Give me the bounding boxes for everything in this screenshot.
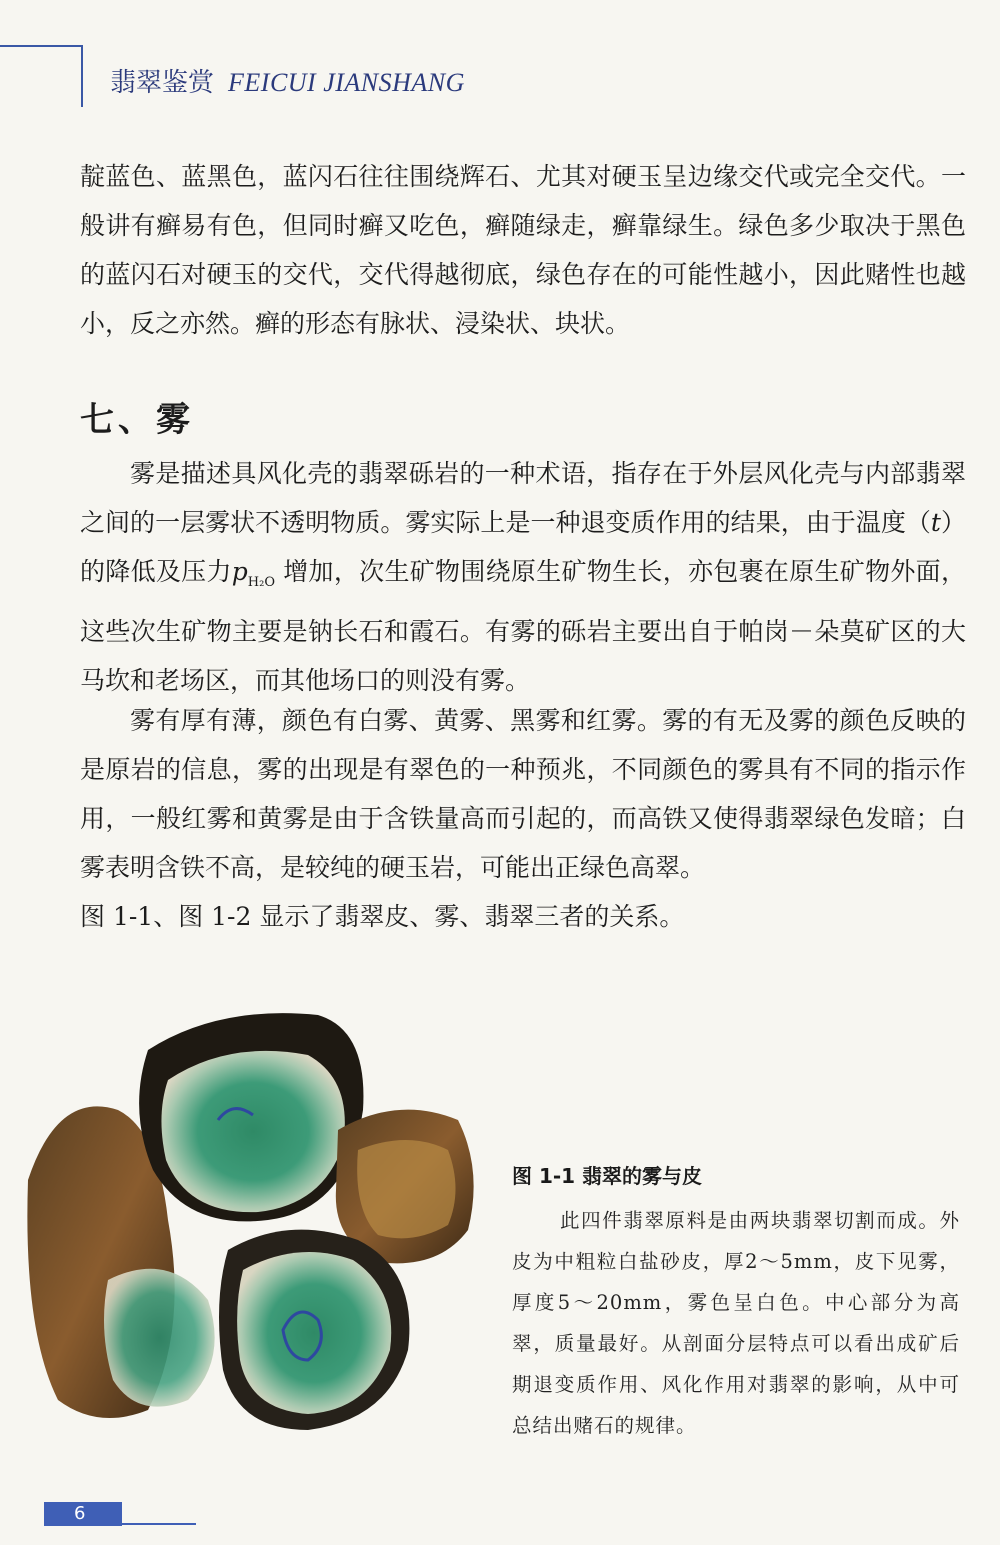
running-head bbox=[110, 62, 465, 99]
paragraph-2-part-c: 增加，次生矿物围绕原生矿物生长，亦包裹在原生矿物外面，这些次生矿物主要是钠长石和霞石。有雾的砾岩主要出自于帕岗－朵莫矿区的大马坎和老场区，而其他场口的则没有雾。 bbox=[80, 557, 966, 695]
paragraph-2-part-b: ）的降低及压力 bbox=[80, 508, 966, 586]
paragraph-1: 靛蓝色、蓝黑色，蓝闪石往往围绕辉石、尤其对硬玉呈边缘交代或完全交代。一般讲有癣易有色，但同时癣又吃色，癣随绿走，癣靠绿生。绿色多少取决于黑色的蓝闪石对硬玉的交代，交代得越彻底，绿色存在的可能性越小，因此赌性也越小，反之亦然。癣的形态有脉状、浸染状、块状。 bbox=[80, 162, 966, 338]
running-head-en: FEICUI JIANSHANG bbox=[228, 68, 465, 97]
header-rule-horizontal bbox=[0, 45, 82, 47]
paragraph-3-block bbox=[80, 696, 966, 941]
section-title: 七、雾 bbox=[80, 400, 194, 440]
running-head-cn: 翡翠鉴赏 bbox=[110, 68, 215, 98]
pressure-symbol: p bbox=[231, 557, 248, 586]
figure-caption-title: 图 1-1 翡翠的雾与皮 bbox=[512, 1164, 703, 1188]
paragraph-3: 雾有厚有薄，颜色有白雾、黄雾、黑雾和红雾。雾的有无及雾的颜色反映的是原岩的信息，雾的出现是有翠色的一种预兆，不同颜色的雾具有不同的指示作用，一般红雾和黄雾是由于含铁量高而引起的，而高铁又使得翡翠绿色发暗；白雾表明含铁不高，是较纯的硬玉岩，可能出正绿色高翠。 bbox=[80, 706, 966, 882]
header-rule-vertical bbox=[81, 45, 83, 107]
pressure-subscript: H₂O bbox=[247, 575, 276, 590]
paragraph-2 bbox=[80, 449, 966, 705]
temperature-symbol: t bbox=[930, 508, 941, 537]
page-number: 6 bbox=[44, 1502, 122, 1526]
jade-photo bbox=[18, 1000, 478, 1440]
paragraph-2-part-a: 雾是描述具风化壳的翡翠砾岩的一种术语，指存在于外层风化壳与内部翡翠之间的一层雾状不透明物质。雾实际上是一种退变质作用的结果，由于温度（ bbox=[80, 459, 966, 537]
paragraph-4: 图 1-1、图 1-2 显示了翡翠皮、雾、翡翠三者的关系。 bbox=[80, 902, 685, 931]
footer-rule bbox=[122, 1523, 196, 1525]
figure-caption-body: 此四件翡翠原料是由两块翡翠切割而成。外皮为中粗粒白盐砂皮，厚2～5mm，皮下见雾，厚度5～20mm，雾色呈白色。中心部分为高翠，质量最好。从剖面分层特点可以看出成矿后期退变质作用、风化作用对翡翠的影响，从中可总结出赌石的规律。 bbox=[512, 1209, 960, 1437]
